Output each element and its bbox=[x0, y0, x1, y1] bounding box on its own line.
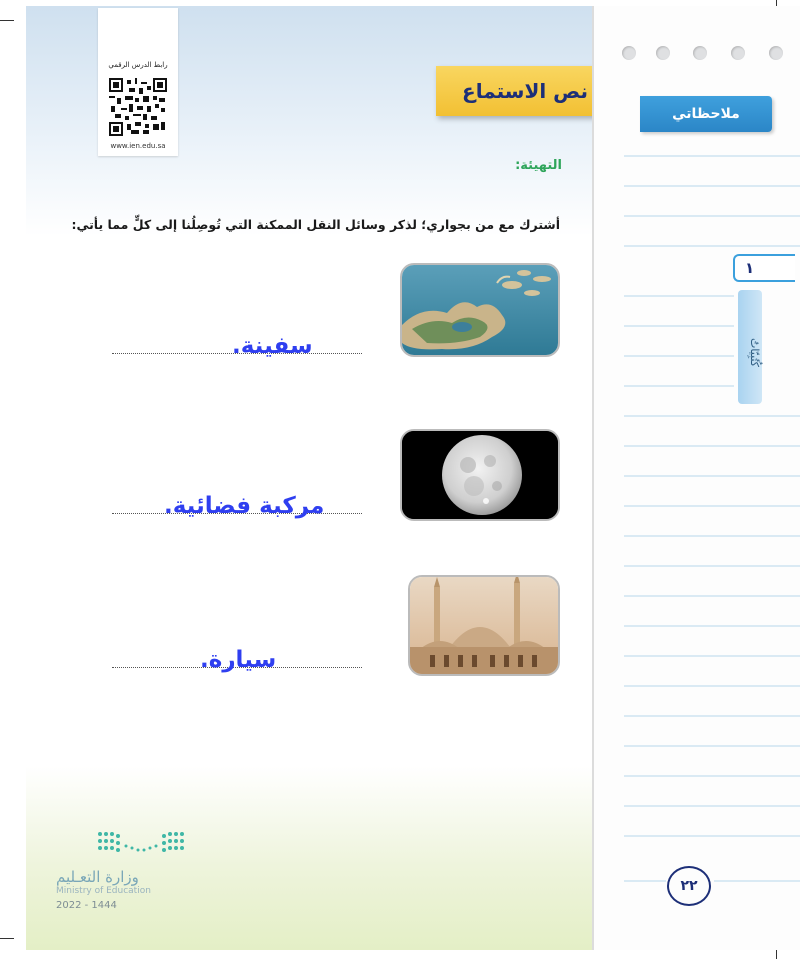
unit-side-tab-label: كُتُبِيّاتُ bbox=[747, 338, 761, 367]
answer-line[interactable] bbox=[112, 489, 362, 519]
ministry-name-arabic: وزارة التعـليم bbox=[56, 868, 139, 886]
instruction-text: أشترك مع من بجواري؛ لذكر وسائل النقل الممكنة التي تُوصِلُنا إلى كلٍّ مما يأتي: bbox=[71, 217, 560, 232]
ministry-dots-icon bbox=[96, 828, 196, 862]
binder-hole bbox=[693, 46, 707, 60]
answer-line[interactable] bbox=[112, 329, 362, 359]
edition-year: 2022 - 1444 bbox=[56, 900, 117, 911]
full-moon-image bbox=[400, 429, 560, 521]
answer-text: سيارة. bbox=[200, 647, 277, 673]
answer-text: مركبة فضائية. bbox=[164, 493, 325, 519]
binder-hole bbox=[769, 46, 783, 60]
qr-card[interactable] bbox=[98, 8, 178, 156]
ministry-name-english: Ministry of Education bbox=[56, 886, 151, 896]
notes-tab: ملاحظاتي bbox=[640, 96, 772, 132]
crop-mark bbox=[0, 938, 14, 939]
qr-title: رابط الدرس الرقمي bbox=[108, 61, 168, 69]
ruled-lines bbox=[594, 6, 800, 950]
page-number: ٢٢ bbox=[667, 866, 711, 906]
mosque-image bbox=[408, 575, 560, 676]
section-title-banner: نص الاستماع bbox=[436, 66, 614, 116]
preparation-heading: التهيئة: bbox=[515, 158, 562, 173]
unit-number-tab[interactable]: ١ bbox=[733, 254, 795, 282]
binder-hole bbox=[622, 46, 636, 60]
qr-code-icon[interactable] bbox=[109, 78, 167, 136]
unit-side-tab[interactable] bbox=[738, 290, 762, 404]
answer-line[interactable] bbox=[112, 643, 362, 673]
island-aerial-image bbox=[400, 263, 560, 357]
crop-mark bbox=[0, 20, 14, 21]
answer-text: سفينة. bbox=[232, 333, 313, 359]
binder-hole bbox=[731, 46, 745, 60]
binder-hole bbox=[656, 46, 670, 60]
qr-url[interactable]: www.ien.edu.sa bbox=[110, 142, 166, 150]
notes-sidebar bbox=[592, 6, 800, 950]
